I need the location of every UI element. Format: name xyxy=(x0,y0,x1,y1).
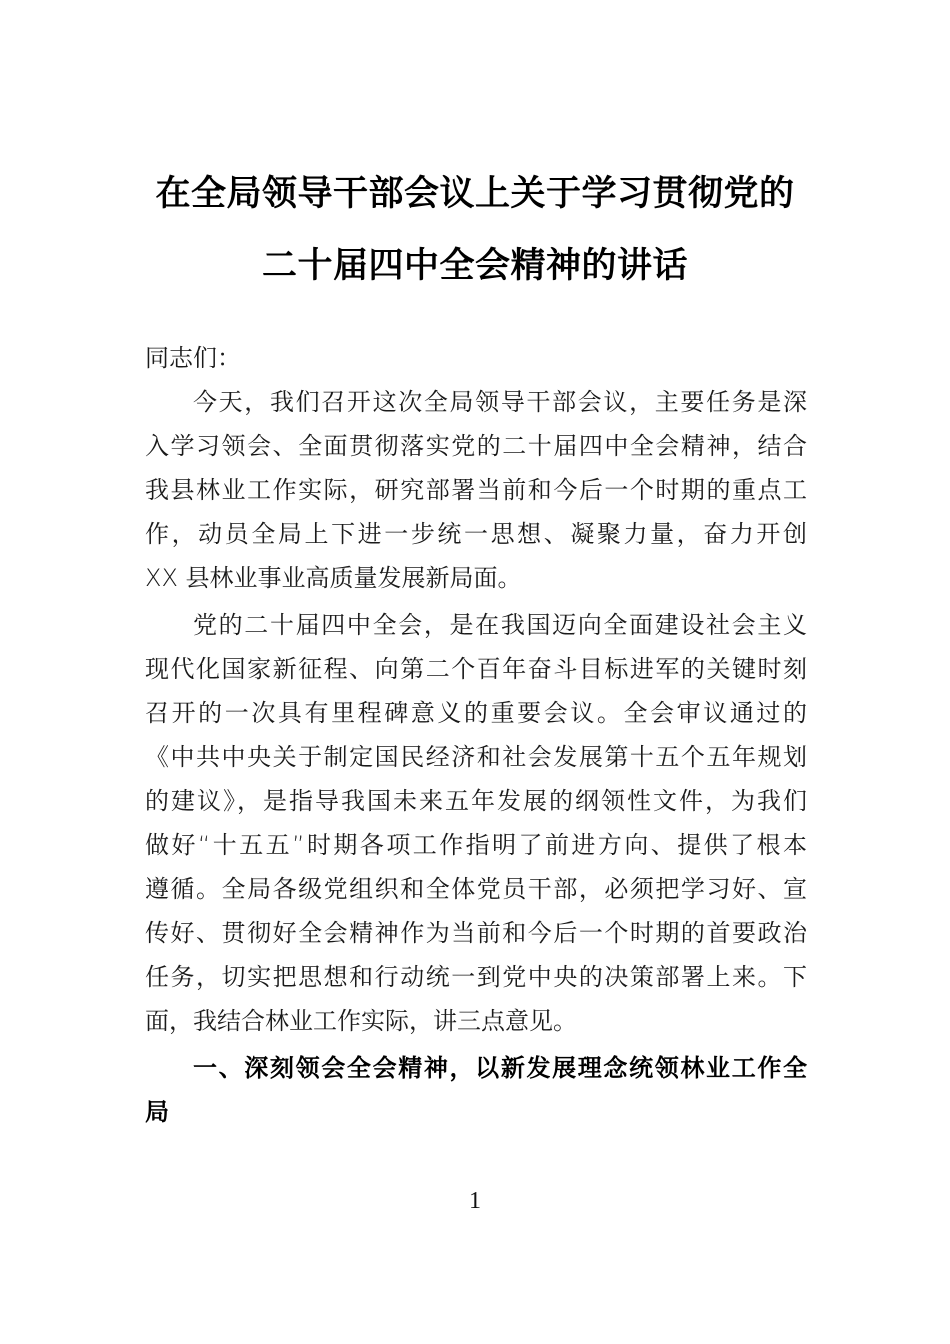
document-title-line-2: 二十届四中全会精神的讲话 xyxy=(261,245,688,286)
paragraph-1-line-2: 入学习领会、全面贯彻落实党的二十届四中全会精神，结合 xyxy=(145,432,807,460)
paragraph-2-line-2: 现代化国家新征程、向第二个百年奋斗目标进军的关键时刻 xyxy=(145,655,807,683)
paragraph-2-line-8: 传好、贯彻好全会精神作为当前和今后一个时期的首要政治 xyxy=(145,919,807,947)
paragraph-2-line-10: 面，我结合林业工作实际，讲三点意见。 xyxy=(145,1007,577,1035)
paragraph-2-line-5: 的建议》，是指导我国未来五年发展的纲领性文件，为我们 xyxy=(145,787,807,815)
section-heading-line-1: 一、深刻领会全会精神，以新发展理念统领林业工作全 xyxy=(193,1054,807,1082)
section-heading-line-2: 局 xyxy=(145,1098,169,1126)
paragraph-1-line-1: 今天，我们召开这次全局领导干部会议，主要任务是深 xyxy=(193,388,807,416)
paragraph-2-line-4: 《中共中央关于制定国民经济和社会发展第十五个五年规划 xyxy=(145,743,807,771)
paragraph-2-line-9: 任务，切实把思想和行动统一到党中央的决策部署上来。下 xyxy=(145,963,807,991)
paragraph-2-line-6: 做好“十五五”时期各项工作指明了前进方向、提供了根本 xyxy=(145,831,807,859)
paragraph-2-line-1: 党的二十届四中全会，是在我国迈向全面建设社会主义 xyxy=(193,611,807,639)
paragraph-1-line-5: XX 县林业事业高质量发展新局面。 xyxy=(145,564,522,592)
paragraph-1-line-4: 作，动员全局上下进一步统一思想、凝聚力量，奋力开创 xyxy=(145,520,807,548)
paragraph-1-line-3: 我县林业工作实际，研究部署当前和今后一个时期的重点工 xyxy=(145,476,807,504)
paragraph-2-line-7: 遵循。全局各级党组织和全体党员干部，必须把学习好、宣 xyxy=(145,875,807,903)
document-title-line-1: 在全局领导干部会议上关于学习贯彻党的 xyxy=(155,173,795,214)
salutation: 同志们： xyxy=(145,344,241,372)
page-number: 1 xyxy=(469,1188,481,1214)
paragraph-2-line-3: 召开的一次具有里程碑意义的重要会议。全会审议通过的 xyxy=(145,699,807,727)
